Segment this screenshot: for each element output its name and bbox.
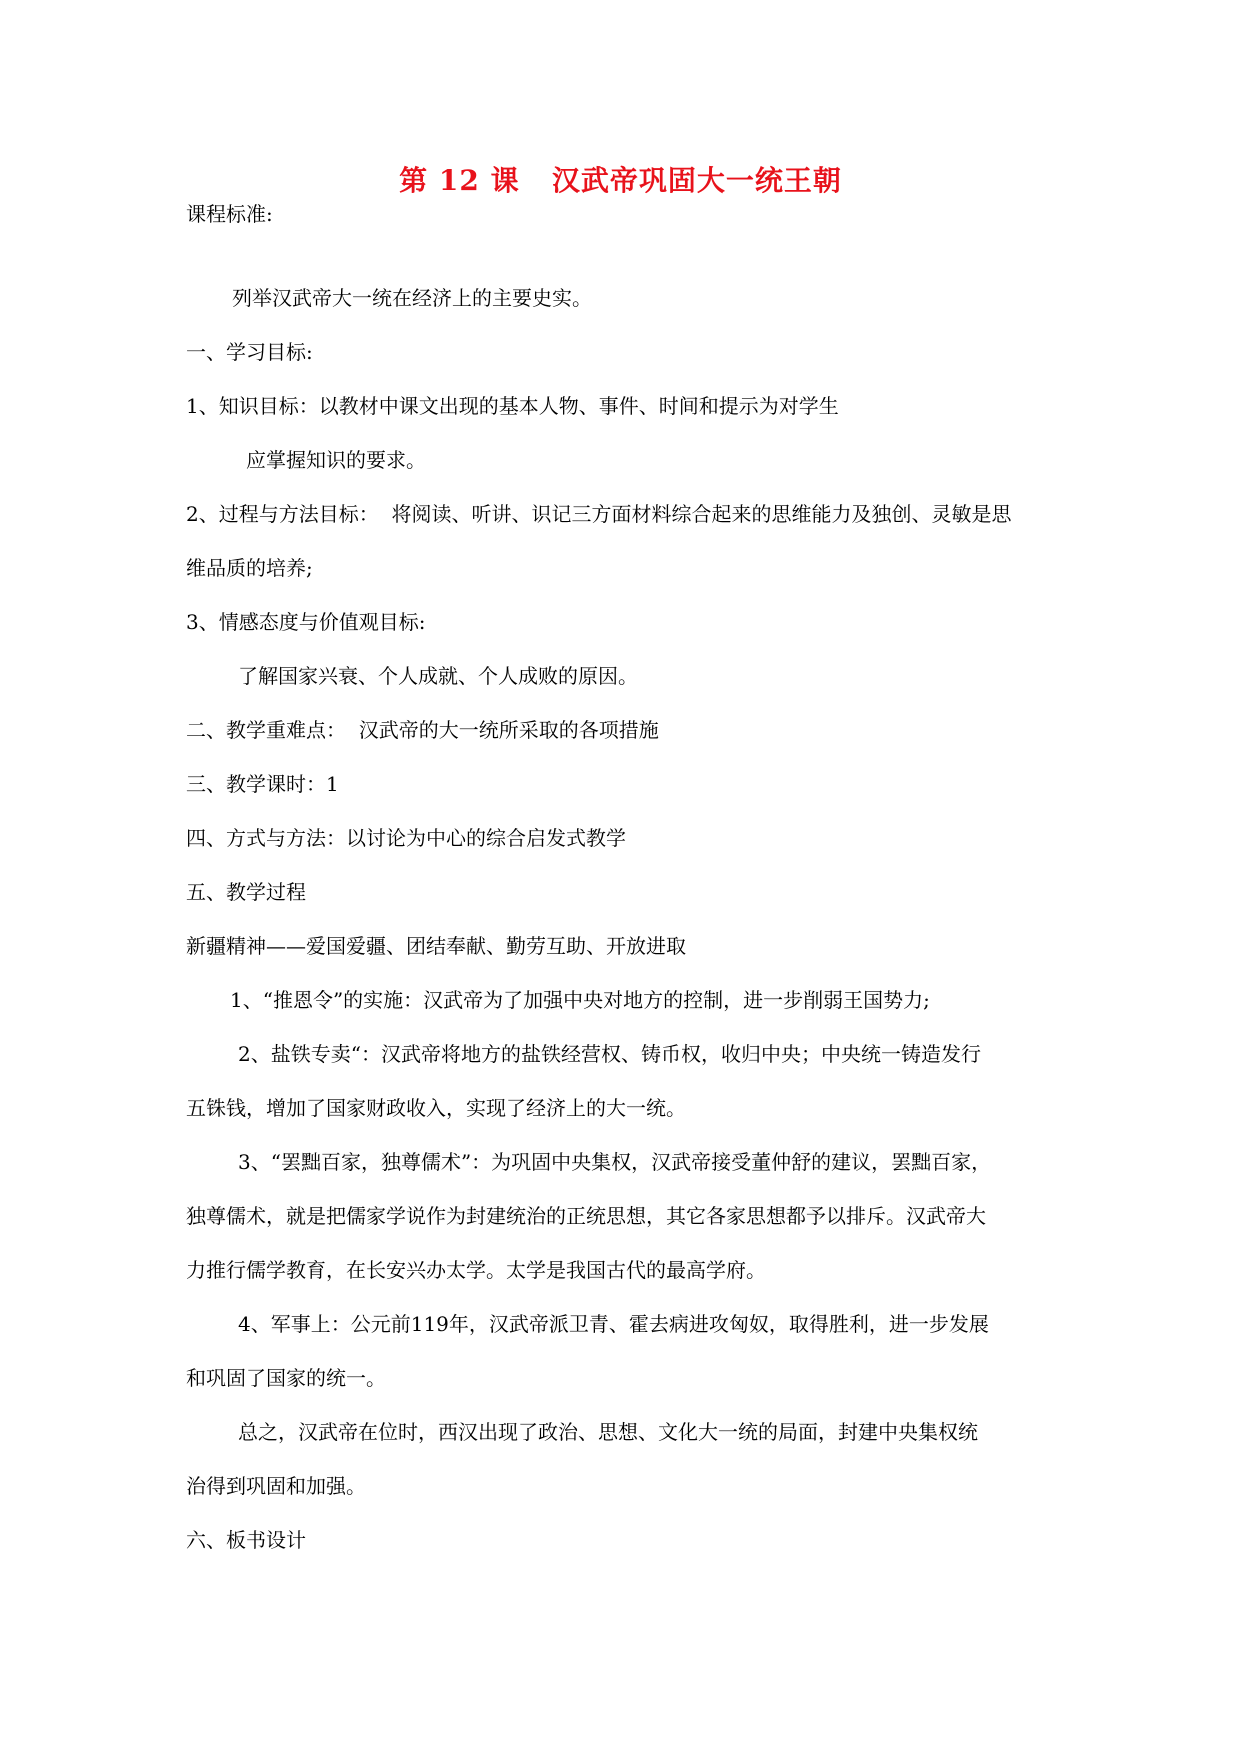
objective-knowledge: 1、知识目标：以教材中课文出现的基本人物、事件、时间和提示为对学生 xyxy=(186,394,839,418)
point-military: 4、军事上：公元前119年，汉武帝派卫青、霍去病进攻匈奴，取得胜利，进一步发展 xyxy=(238,1312,989,1336)
objective-emotion-text: 了解国家兴衰、个人成就、个人成败的原因。 xyxy=(238,664,638,688)
section-teaching-process: 五、教学过程 xyxy=(186,880,306,904)
xinjiang-spirit: 新疆精神——爱国爱疆、团结奉献、勤劳互助、开放进取 xyxy=(186,934,686,958)
course-standard-text: 列举汉武帝大一统在经济上的主要史实。 xyxy=(232,286,592,310)
point-military-cont: 和巩固了国家的统一。 xyxy=(186,1366,386,1390)
section-key-difficulties: 二、教学重难点： 汉武帝的大一统所采取的各项措施 xyxy=(186,718,659,742)
lesson-title: 第 12 课 汉武帝巩固大一统王朝 xyxy=(399,164,842,197)
point-confucianism-cont-1: 独尊儒术，就是把儒家学说作为封建统治的正统思想，其它各家思想都予以排斥。汉武帝大 xyxy=(186,1204,986,1228)
objective-emotion: 3、情感态度与价值观目标: xyxy=(186,610,426,634)
objective-process-cont: 维品质的培养; xyxy=(186,556,313,580)
section-class-hours: 三、教学课时：1 xyxy=(186,772,339,796)
summary-cont: 治得到巩固和加强。 xyxy=(186,1474,366,1498)
point-tuienling: 1、“推恩令”的实施：汉武帝为了加强中央对地方的控制，进一步削弱王国势力; xyxy=(230,988,930,1012)
point-salt-iron-cont: 五铢钱，增加了国家财政收入，实现了经济上的大一统。 xyxy=(186,1096,686,1120)
section-methods: 四、方式与方法：以讨论为中心的综合启发式教学 xyxy=(186,826,626,850)
section-board-design: 六、板书设计 xyxy=(186,1528,306,1552)
course-standard-heading: 课程标准: xyxy=(186,202,273,226)
objective-knowledge-cont: 应掌握知识的要求。 xyxy=(246,448,426,472)
section-learning-objectives: 一、学习目标: xyxy=(186,340,313,364)
objective-process: 2、过程与方法目标： 将阅读、听讲、识记三方面材料综合起来的思维能力及独创、灵敏是思 xyxy=(186,502,1012,526)
summary: 总之，汉武帝在位时，西汉出现了政治、思想、文化大一统的局面，封建中央集权统 xyxy=(238,1420,978,1444)
point-confucianism-cont-2: 力推行儒学教育，在长安兴办太学。太学是我国古代的最高学府。 xyxy=(186,1258,766,1282)
point-salt-iron: 2、盐铁专卖“：汉武帝将地方的盐铁经营权、铸币权，收归中央；中央统一铸造发行 xyxy=(238,1042,981,1066)
point-confucianism: 3、“罢黜百家，独尊儒术”：为巩固中央集权，汉武帝接受董仲舒的建议，罢黜百家， xyxy=(238,1150,992,1174)
